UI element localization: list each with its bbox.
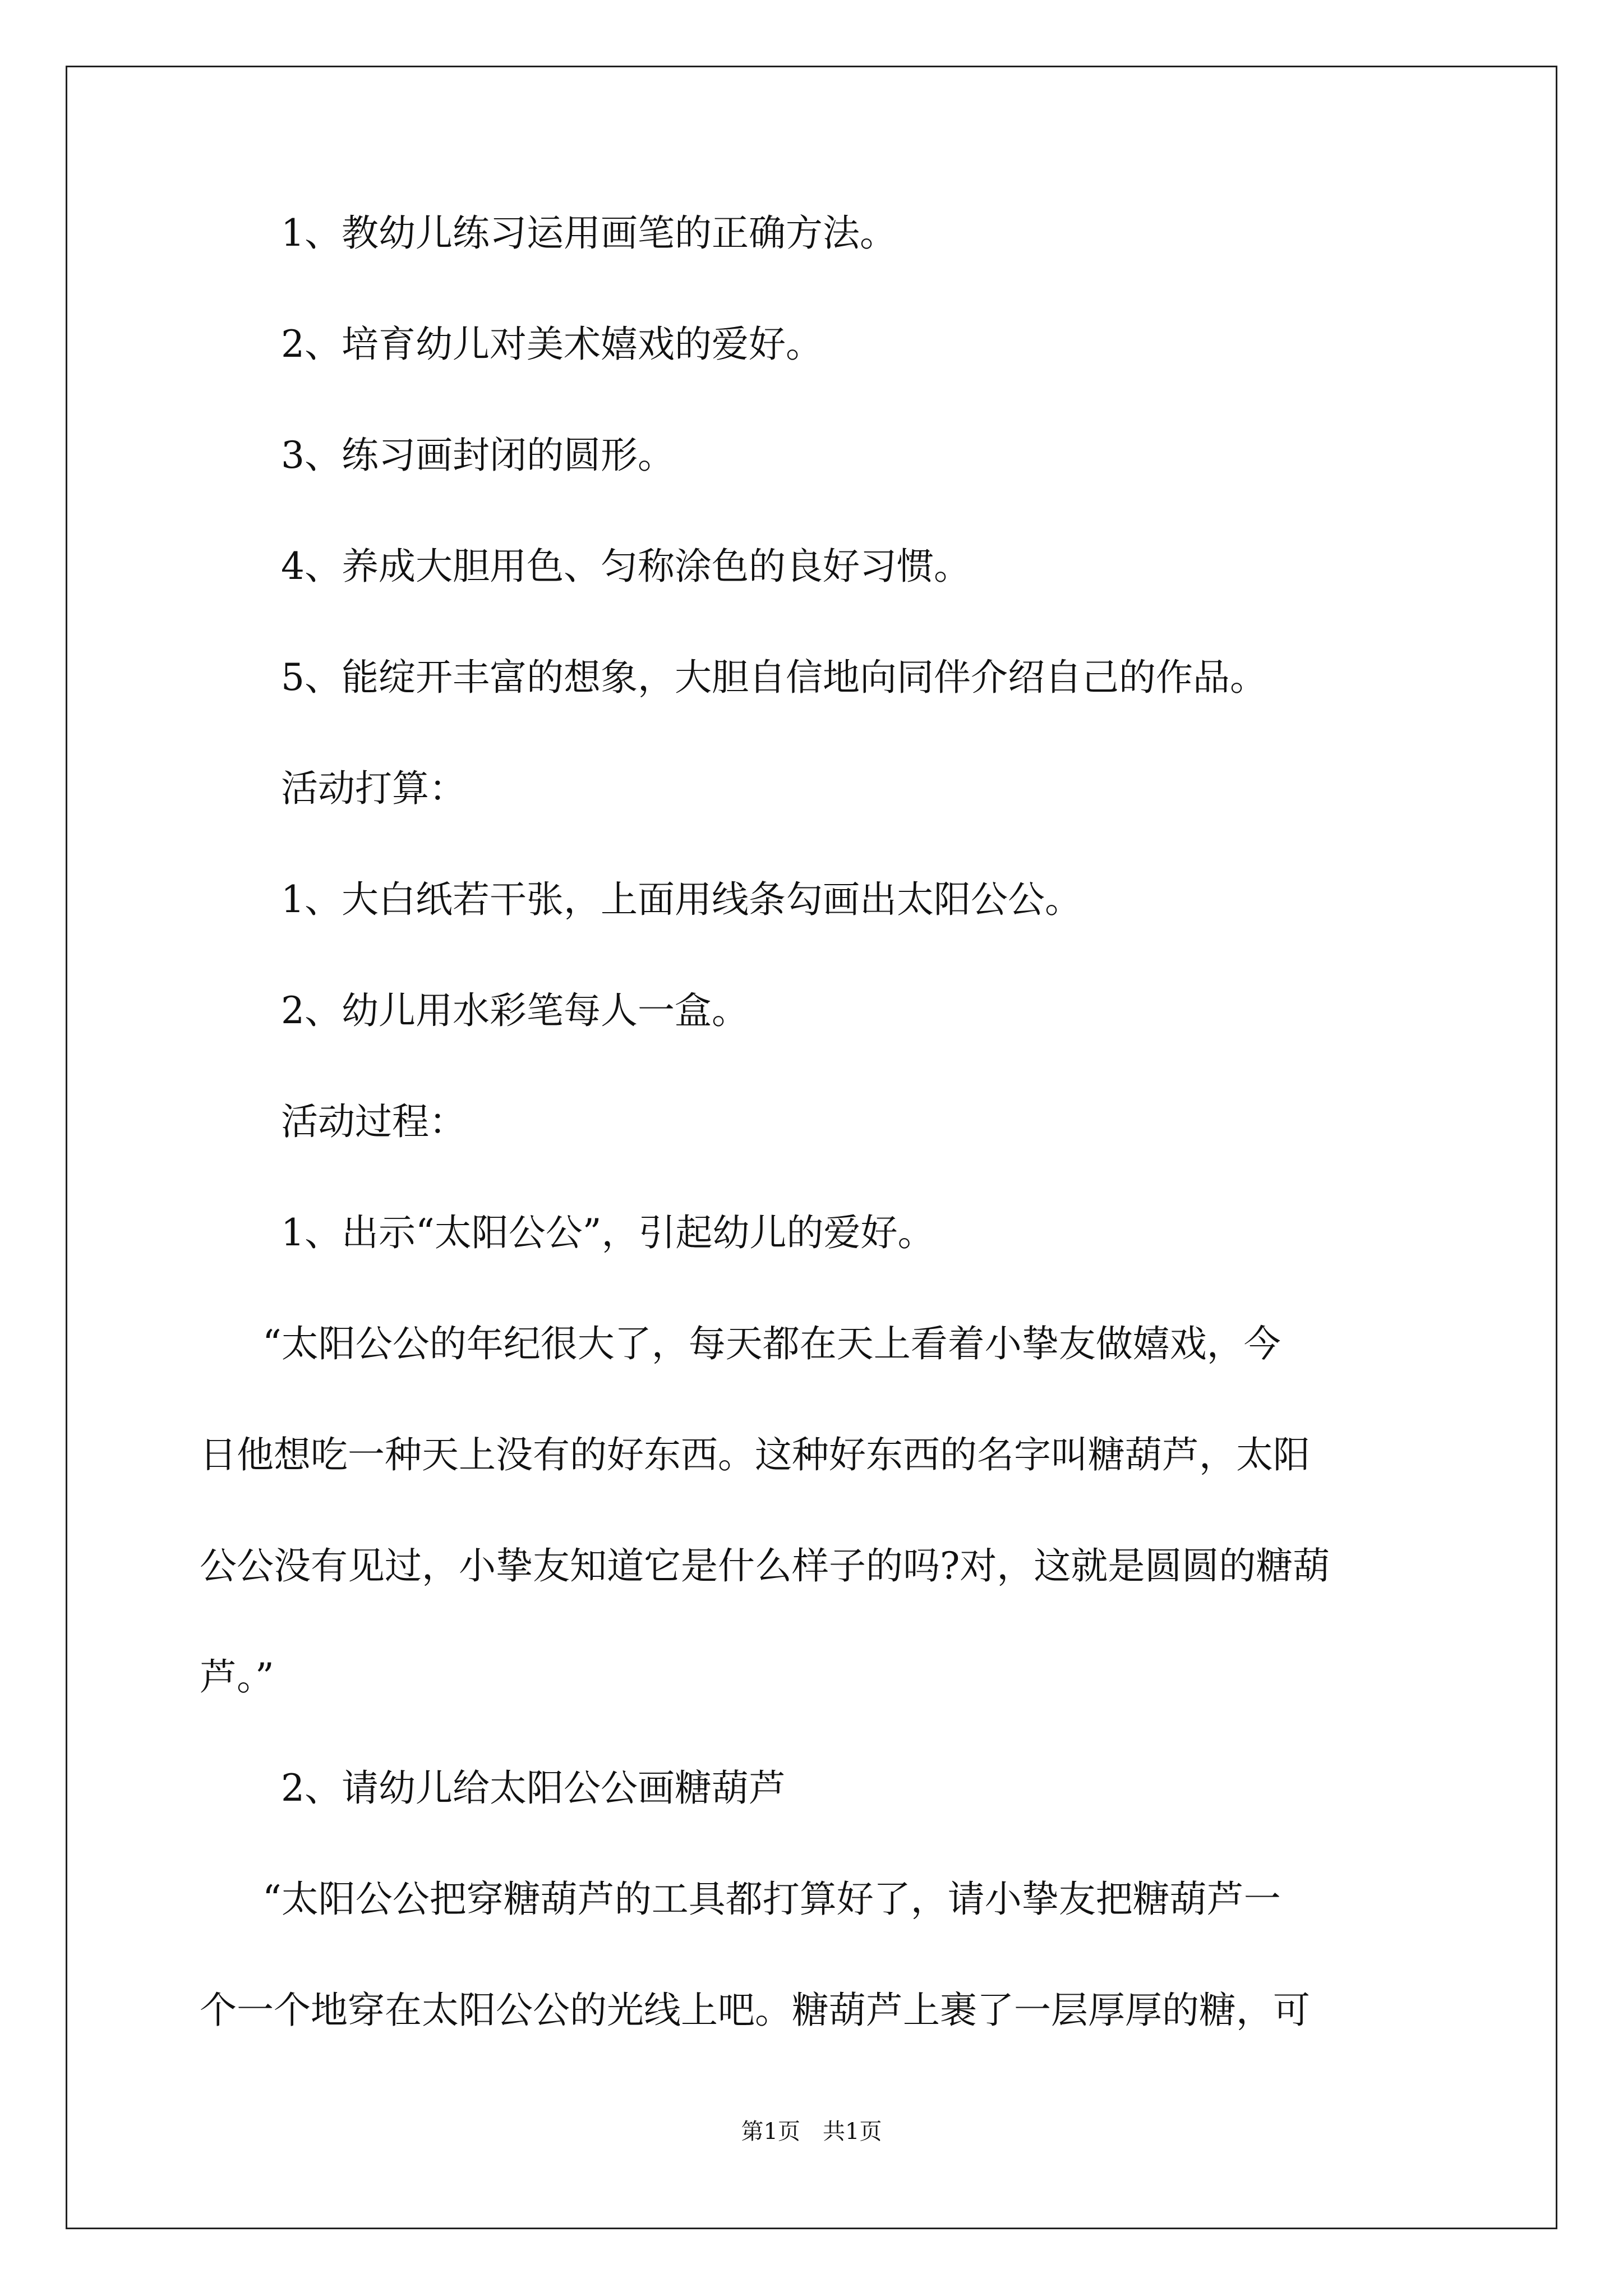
objective-5: 5、能绽开丰富的想象，大胆自信地向同伴介绍自己的作品。 [281,656,1267,699]
quote-1-line-4: 芦。” [200,1655,274,1699]
preparation-2: 2、幼儿用水彩笔每人一盒。 [281,989,749,1032]
section-heading-process: 活动过程： [281,1100,466,1143]
quote-1-line-3: 公公没有见过，小挚友知道它是什么样子的吗?对，这就是圆圆的糖葫 [200,1544,1330,1588]
process-step-2: 2、请幼儿给太阳公公画糖葫芦 [281,1766,786,1810]
objective-4: 4、养成大胆用色、匀称涂色的良好习惯。 [281,545,971,588]
objective-3: 3、练习画封闭的圆形。 [281,434,675,477]
objective-2: 2、培育幼儿对美术嬉戏的爱好。 [281,323,823,366]
quote-1-line-1: “太阳公公的年纪很大了，每天都在天上看着小挚友做嬉戏，今 [262,1322,1281,1365]
section-heading-preparation: 活动打算： [281,767,466,810]
preparation-1: 1、大白纸若干张，上面用线条勾画出太阳公公。 [281,878,1082,921]
process-step-1: 1、出示“太阳公公”，引起幼儿的爱好。 [281,1211,935,1254]
objective-1: 1、教幼儿练习运用画笔的正确方法。 [281,211,897,255]
page-footer: 第1页 共1页 [741,2119,882,2145]
quote-2-line-1: “太阳公公把穿糖葫芦的工具都打算好了，请小挚友把糖葫芦一 [262,1878,1281,1921]
quote-2-line-2: 个一个地穿在太阳公公的光线上吧。糖葫芦上裹了一层厚厚的糖，可 [200,1989,1310,2032]
quote-1-line-2: 日他想吃一种天上没有的好东西。这种好东西的名字叫糖葫芦，太阳 [200,1433,1310,1476]
